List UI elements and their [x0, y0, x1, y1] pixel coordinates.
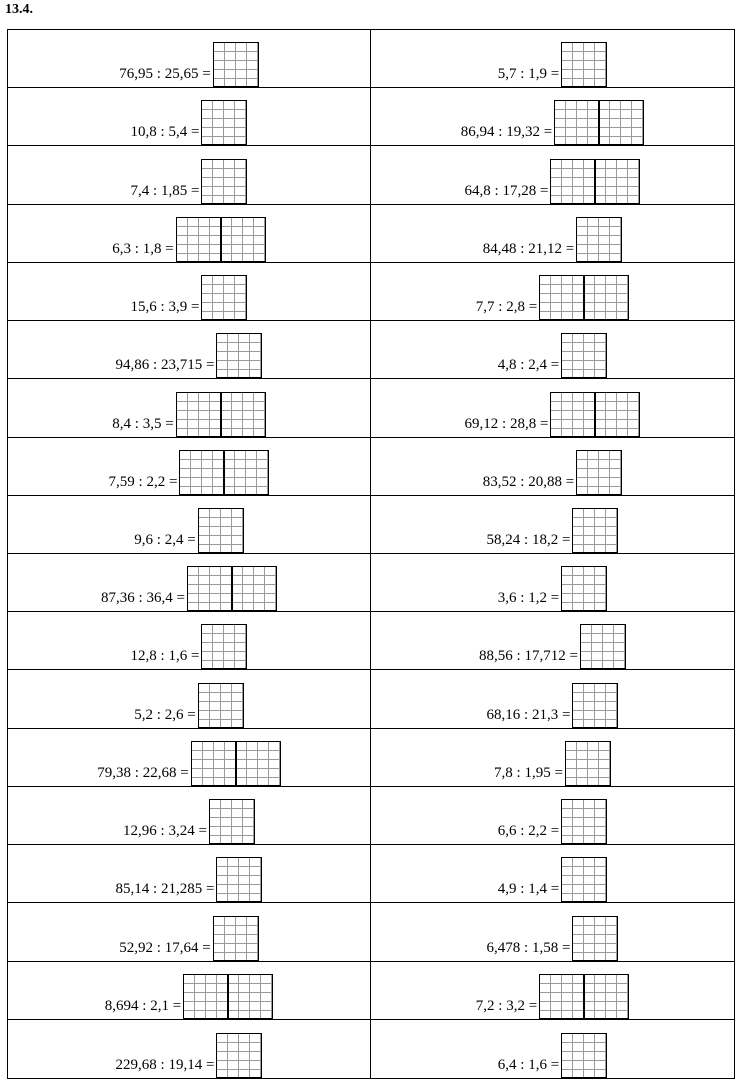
exercise-cell — [371, 1020, 734, 1078]
answer-grid[interactable] — [187, 566, 277, 611]
exercise-cell — [8, 379, 371, 437]
division-equation — [8, 559, 370, 611]
exercise-cell — [371, 612, 734, 670]
exercise-cell — [371, 670, 734, 728]
answer-grid[interactable] — [201, 624, 247, 669]
answer-grid[interactable] — [209, 799, 255, 844]
exercise-cell — [8, 612, 371, 670]
exercise-cell — [8, 263, 371, 321]
division-expression: 5,2 : 2,6 = — [134, 706, 196, 723]
division-expression: 8,4 : 3,5 = — [112, 415, 174, 432]
division-equation — [371, 93, 734, 145]
exercise-cell — [8, 30, 371, 88]
division-expression: 94,86 : 23,715 = — [115, 357, 215, 374]
division-equation — [371, 151, 734, 203]
exercise-cell — [8, 787, 371, 845]
answer-grid[interactable] — [565, 741, 611, 786]
division-equation — [8, 850, 370, 902]
exercise-cell — [8, 146, 371, 204]
exercise-cell — [371, 379, 734, 437]
answer-grid[interactable] — [179, 450, 269, 495]
division-expression: 7,4 : 1,85 = — [130, 182, 200, 199]
exercise-cell — [8, 1020, 371, 1078]
answer-grid[interactable] — [572, 916, 618, 961]
answer-grid[interactable] — [580, 624, 626, 669]
answer-grid[interactable] — [216, 1033, 262, 1078]
division-equation — [8, 210, 370, 262]
answer-grid[interactable] — [213, 42, 259, 87]
division-equation — [8, 151, 370, 203]
division-equation — [8, 326, 370, 378]
exercise-cell — [371, 321, 734, 379]
answer-grid[interactable] — [550, 159, 640, 204]
exercise-cell — [8, 845, 371, 903]
division-equation — [371, 326, 734, 378]
answer-grid[interactable] — [201, 159, 247, 204]
exercise-cell — [8, 670, 371, 728]
answer-grid[interactable] — [216, 857, 262, 902]
answer-grid[interactable] — [561, 857, 607, 902]
exercise-cell — [371, 903, 734, 961]
division-equation — [8, 268, 370, 320]
division-equation — [371, 501, 734, 553]
exercise-cell — [371, 554, 734, 612]
division-equation — [8, 967, 370, 1019]
answer-grid[interactable] — [198, 683, 244, 728]
division-expression: 76,95 : 25,65 = — [119, 66, 211, 83]
division-expression: 7,8 : 1,95 = — [494, 764, 563, 781]
answer-grid[interactable] — [198, 508, 244, 553]
answer-grid[interactable] — [201, 275, 247, 320]
division-equation — [8, 501, 370, 553]
division-expression: 6,6 : 2,2 = — [497, 823, 560, 840]
division-expression: 6,478 : 1,58 = — [486, 939, 571, 956]
division-expression: 87,36 : 36,4 = — [101, 590, 185, 607]
exercise-cell — [371, 787, 734, 845]
division-equation — [371, 443, 734, 495]
exercise-cell — [371, 205, 734, 263]
division-equation — [371, 734, 734, 786]
division-expression: 58,24 : 18,2 = — [486, 531, 571, 548]
exercise-cell — [8, 962, 371, 1020]
division-expression: 6,4 : 1,6 = — [497, 1056, 560, 1073]
division-expression: 8,694 : 2,1 = — [104, 997, 182, 1014]
answer-grid[interactable] — [576, 450, 622, 495]
division-equation — [371, 559, 734, 611]
division-expression: 7,59 : 2,2 = — [108, 473, 178, 490]
division-expression: 15,6 : 3,9 = — [130, 299, 200, 316]
exercise-cell — [8, 729, 371, 787]
division-equation — [8, 443, 370, 495]
division-equation — [371, 967, 734, 1019]
division-equation — [371, 210, 734, 262]
exercise-cell — [8, 88, 371, 146]
division-equation — [371, 617, 734, 669]
division-equation — [371, 850, 734, 902]
division-equation — [371, 792, 734, 844]
answer-grid[interactable] — [539, 974, 629, 1019]
exercise-cell — [8, 438, 371, 496]
exercise-number: 13.4. — [5, 2, 33, 17]
answer-grid[interactable] — [561, 1033, 607, 1078]
division-expression: 4,9 : 1,4 = — [497, 881, 560, 898]
answer-grid[interactable] — [561, 42, 607, 87]
division-expression: 229,68 : 19,14 = — [115, 1056, 215, 1073]
answer-grid[interactable] — [201, 100, 247, 145]
answer-grid[interactable] — [561, 566, 607, 611]
division-expression: 5,7 : 1,9 = — [497, 66, 560, 83]
answer-grid[interactable] — [176, 392, 266, 437]
division-equation — [8, 792, 370, 844]
answer-grid[interactable] — [216, 333, 262, 378]
division-expression: 10,8 : 5,4 = — [130, 124, 200, 141]
division-equation — [371, 268, 734, 320]
division-expression: 12,8 : 1,6 = — [130, 648, 200, 665]
division-expression: 79,38 : 22,68 = — [97, 764, 189, 781]
answer-grid[interactable] — [554, 100, 644, 145]
exercise-cell — [371, 146, 734, 204]
exercise-cell — [371, 496, 734, 554]
exercise-table — [7, 29, 735, 1079]
division-equation — [8, 1025, 370, 1078]
exercise-cell — [371, 88, 734, 146]
division-expression: 6,3 : 1,8 = — [112, 240, 174, 257]
division-expression: 83,52 : 20,88 = — [482, 473, 575, 490]
exercise-cell — [371, 845, 734, 903]
exercise-cell — [371, 263, 734, 321]
exercise-cell — [8, 903, 371, 961]
division-equation — [371, 384, 734, 436]
division-expression: 86,94 : 19,32 = — [460, 124, 553, 141]
division-expression: 12,96 : 3,24 = — [123, 823, 207, 840]
division-equation — [371, 1025, 734, 1078]
exercise-cell — [8, 554, 371, 612]
division-expression: 64,8 : 17,28 = — [464, 182, 549, 199]
division-equation — [371, 35, 734, 87]
exercise-cell — [8, 205, 371, 263]
exercise-cell — [8, 496, 371, 554]
exercise-cell — [371, 962, 734, 1020]
answer-grid[interactable] — [213, 916, 259, 961]
answer-grid[interactable] — [561, 799, 607, 844]
answer-grid[interactable] — [572, 683, 618, 728]
exercise-cell — [371, 729, 734, 787]
division-expression: 7,2 : 3,2 = — [475, 997, 538, 1014]
exercise-cell — [371, 438, 734, 496]
answer-grid[interactable] — [539, 275, 629, 320]
answer-grid[interactable] — [183, 974, 273, 1019]
division-equation — [8, 734, 370, 786]
division-equation — [8, 93, 370, 145]
answer-grid[interactable] — [176, 217, 266, 262]
division-expression: 88,56 : 17,712 = — [479, 648, 578, 665]
division-expression: 3,6 : 1,2 = — [497, 590, 560, 607]
division-expression: 52,92 : 17,64 = — [119, 939, 211, 956]
division-expression: 9,6 : 2,4 = — [134, 531, 196, 548]
division-expression: 4,8 : 2,4 = — [497, 357, 560, 374]
answer-grid[interactable] — [572, 508, 618, 553]
answer-grid[interactable] — [191, 741, 281, 786]
answer-grid[interactable] — [550, 392, 640, 437]
division-expression: 68,16 : 21,3 = — [486, 706, 571, 723]
exercise-cell — [371, 30, 734, 88]
answer-grid[interactable] — [561, 333, 607, 378]
division-equation — [8, 617, 370, 669]
division-expression: 85,14 : 21,285 = — [115, 881, 215, 898]
division-equation — [8, 908, 370, 960]
division-equation — [371, 675, 734, 727]
division-equation — [371, 908, 734, 960]
division-equation — [8, 384, 370, 436]
exercise-cell — [8, 321, 371, 379]
division-expression: 69,12 : 28,8 = — [464, 415, 549, 432]
division-equation — [8, 675, 370, 727]
division-expression: 7,7 : 2,8 = — [475, 299, 538, 316]
answer-grid[interactable] — [576, 217, 622, 262]
division-expression: 84,48 : 21,12 = — [482, 240, 575, 257]
division-equation — [8, 35, 370, 87]
